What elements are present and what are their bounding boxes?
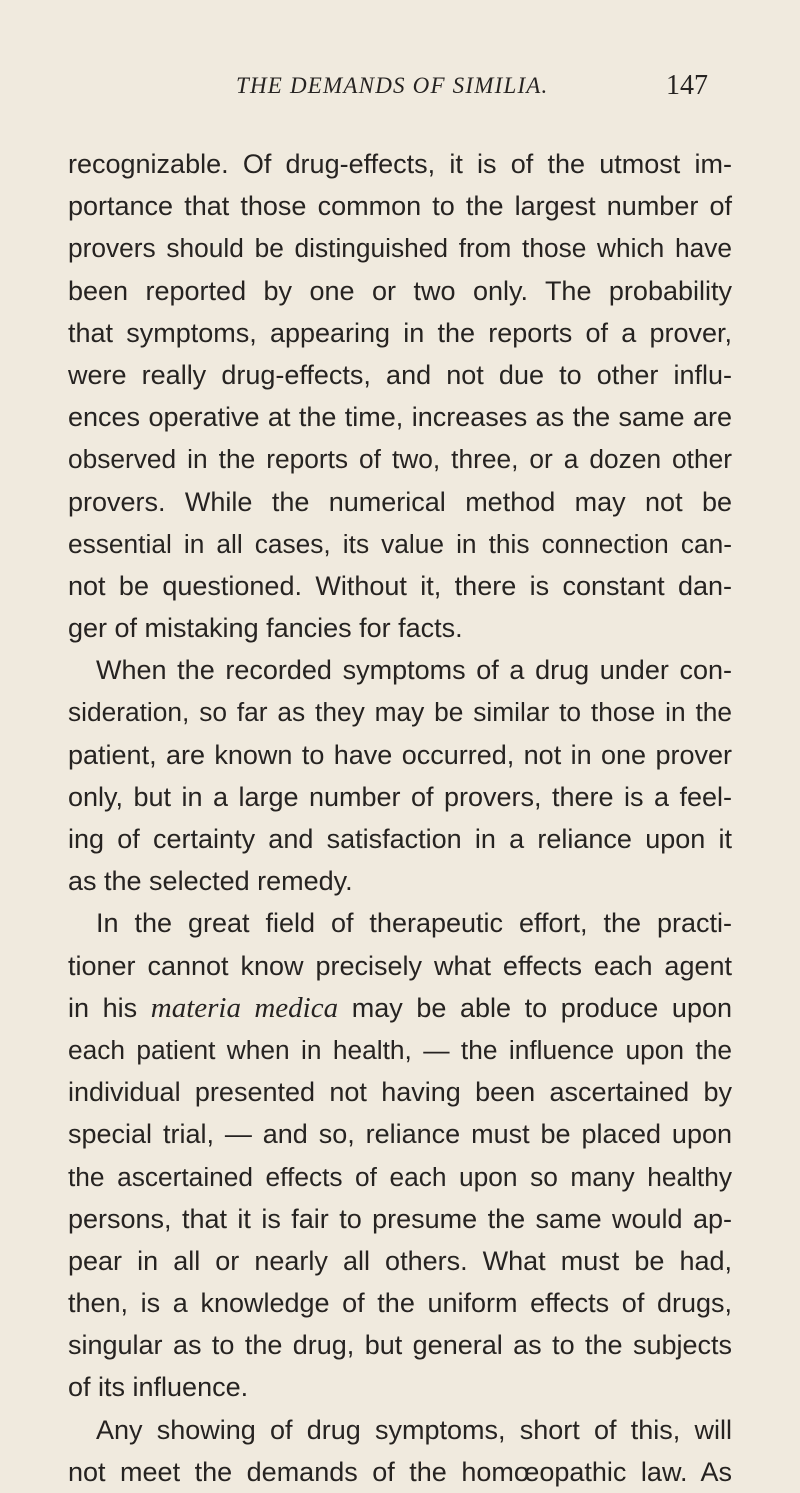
text-line: provers should be distinguished from those which have bbox=[68, 233, 732, 264]
body-text bbox=[68, 143, 732, 1493]
text-line: persons, that it is fair to presume the same would ap- bbox=[68, 1203, 732, 1234]
text-line: special trial, — and so, reliance must be placed upon bbox=[68, 1119, 732, 1150]
text-line: recognizable. Of drug-effects, it is of the utmost im- bbox=[68, 149, 732, 179]
page-number: 147 bbox=[666, 70, 708, 101]
running-title: THE DEMANDS OF SIMILIA. bbox=[236, 73, 549, 98]
italic-term: materia medica bbox=[150, 991, 339, 1024]
text-line: only, but in a large number of provers, there is a feel- bbox=[68, 781, 732, 812]
text-line: When the recorded symptoms of a drug under con- bbox=[96, 655, 732, 686]
text-line: the ascertained effects of each upon so many healthy bbox=[68, 1161, 732, 1192]
text-line: Any showing of drug symptoms, short of this, will bbox=[96, 1414, 732, 1445]
text-line: then, is a knowledge of the uniform effects of drugs, bbox=[68, 1288, 732, 1319]
text-line: as the selected remedy. bbox=[68, 866, 353, 897]
text-line: sideration, so far as they may be similar to those in the bbox=[68, 697, 732, 728]
text-line: not be questioned. Without it, there is constant dan- bbox=[68, 570, 732, 601]
text-line: been reported by one or two only. The probability bbox=[68, 275, 732, 306]
text-line: individual presented not having been ascertained by bbox=[68, 1077, 732, 1108]
text-line: not meet the demands of the homœopathic law. As bbox=[68, 1456, 732, 1487]
text-line: each patient when in health, — the influence upon the bbox=[68, 1034, 732, 1065]
text-line: patient, are known to have occurred, not in one prover bbox=[68, 739, 732, 770]
running-head bbox=[0, 66, 800, 106]
text-line: pear in all or nearly all others. What must be had, bbox=[68, 1245, 732, 1276]
text-run: may be able to produce upon bbox=[338, 992, 732, 1023]
text-line: of its influence. bbox=[68, 1372, 249, 1403]
text-line: ger of mistaking fancies for facts. bbox=[68, 613, 463, 644]
text-line: tioner cannot know precisely what effects each agent bbox=[68, 950, 732, 981]
text-line: essential in all cases, its value in this connection can- bbox=[68, 528, 732, 559]
text-line: were really drug-effects, and not due to other influ- bbox=[68, 359, 732, 390]
text-run: in his bbox=[68, 992, 151, 1023]
text-line bbox=[68, 987, 732, 1029]
text-line: portance that those common to the largest number of bbox=[68, 191, 732, 222]
text-line: ences operative at the time, increases as the same are bbox=[68, 402, 732, 433]
text-line: In the great field of therapeutic effort, the practi- bbox=[96, 908, 732, 939]
text-line: that symptoms, appearing in the reports of a prover, bbox=[68, 317, 732, 348]
text-line: ing of certainty and satisfaction in a reliance upon it bbox=[68, 824, 732, 854]
text-line: singular as to the drug, but general as to the subjects bbox=[68, 1330, 732, 1361]
text-line: observed in the reports of two, three, or a dozen other bbox=[68, 444, 732, 475]
text-line: provers. While the numerical method may not be bbox=[68, 486, 732, 517]
